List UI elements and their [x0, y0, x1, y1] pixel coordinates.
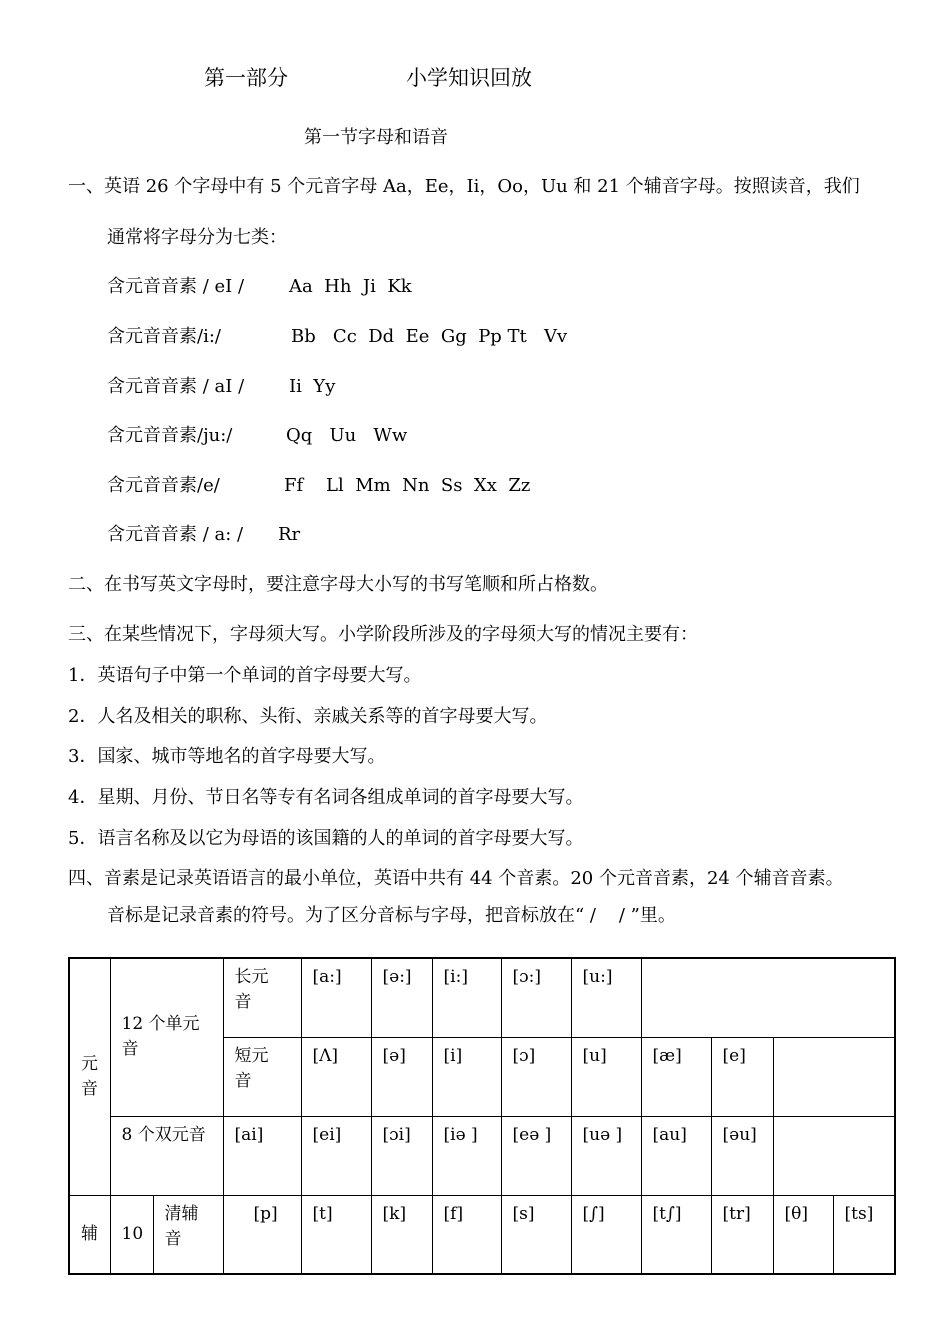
- vowel-group-label: 含元音音素 / eI /: [107, 276, 245, 297]
- phonetic-cell: [θ]: [773, 1195, 833, 1274]
- consonant-row: [69, 1195, 895, 1274]
- phonetic-cell: [∫]: [571, 1195, 641, 1274]
- phonetic-cell: [uə ]: [571, 1116, 641, 1195]
- consonant-count: 10: [110, 1195, 153, 1274]
- vowel-group-label: 含元音音素/ju:/: [107, 425, 233, 446]
- phonetic-cell: [iə ]: [432, 1116, 501, 1195]
- phonetic-cell: [f]: [432, 1195, 501, 1274]
- rule-item: 4．星期、月份、节日名等专有名词各组成单词的首字母要大写。: [68, 787, 584, 808]
- single-vowel-label: 12 个单元音: [110, 958, 223, 1116]
- para1-line1: 一、英语 26 个字母中有 5 个元音字母 Aa，Ee，Ii，Oo，Uu 和 21 个辅音字母。按照读音，我们: [68, 176, 860, 197]
- phonetic-cell: [p]: [223, 1195, 301, 1274]
- vowel-group-label: 含元音音素/i:/: [107, 326, 221, 347]
- phonetic-table: [68, 957, 896, 1275]
- voiceless-label: 清辅音: [153, 1195, 223, 1274]
- empty-cell: [641, 958, 895, 1037]
- phonetic-cell: [e]: [711, 1037, 773, 1116]
- rule-item: 2．人名及相关的职称、头衔、亲戚关系等的首字母要大写。: [68, 706, 548, 727]
- vowel-label: 元音: [69, 958, 110, 1195]
- rule-item: 5．语言名称及以它为母语的该国籍的人的单词的首字母要大写。: [68, 828, 584, 849]
- double-vowel-row: [69, 1116, 895, 1195]
- phonetic-cell: [k]: [371, 1195, 432, 1274]
- vowel-group-letters: Aa Hh Ji Kk: [289, 276, 412, 297]
- vowel-group-letters: Rr: [278, 524, 301, 545]
- empty-cell: [773, 1037, 895, 1116]
- short-vowel-label: 短元音: [223, 1037, 301, 1116]
- vowel-group-label: 含元音音素/e/: [107, 475, 220, 496]
- phonetic-cell: [ə]: [371, 1037, 432, 1116]
- phonetic-cell: [i:]: [432, 958, 501, 1037]
- section-title: 第一节字母和语音: [304, 127, 448, 148]
- para1-line2: 通常将字母分为七类：: [107, 227, 287, 248]
- rule-item: 1．英语句子中第一个单词的首字母要大写。: [68, 665, 422, 686]
- phonetic-cell: [ei]: [301, 1116, 371, 1195]
- long-vowel-label: 长元音: [223, 958, 301, 1037]
- phonetic-cell: [Λ]: [301, 1037, 371, 1116]
- part-topic: 小学知识回放: [406, 66, 532, 90]
- phonetic-cell: [au]: [641, 1116, 711, 1195]
- para4-line2: 音标是记录音素的符号。为了区分音标与字母，把音标放在“ / / ”里。: [107, 905, 676, 926]
- phonetic-cell: [t]: [301, 1195, 371, 1274]
- phonetic-cell: [ai]: [223, 1116, 301, 1195]
- vowel-group-letters: Ff Ll Mm Nn Ss Xx Zz: [284, 475, 531, 496]
- phonetic-cell: [ə:]: [371, 958, 432, 1037]
- phonetic-cell: [u:]: [571, 958, 641, 1037]
- phonetic-cell: [tr]: [711, 1195, 773, 1274]
- empty-cell: [773, 1116, 895, 1195]
- vowel-group-label: 含元音音素 / aI /: [107, 376, 245, 397]
- double-vowel-label: 8 个双元音: [110, 1116, 223, 1195]
- phonetic-cell: [s]: [501, 1195, 571, 1274]
- long-vowel-row: [69, 958, 895, 1037]
- phonetic-cell: [a:]: [301, 958, 371, 1037]
- phonetic-cell: [i]: [432, 1037, 501, 1116]
- phonetic-cell: [ts]: [833, 1195, 895, 1274]
- consonant-label: 辅: [69, 1195, 110, 1274]
- phonetic-cell: [u]: [571, 1037, 641, 1116]
- phonetic-cell: [ɔ:]: [501, 958, 571, 1037]
- phonetic-cell: [ɔ]: [501, 1037, 571, 1116]
- rule-item: 3．国家、城市等地名的首字母要大写。: [68, 746, 386, 767]
- para3: 三、在某些情况下，字母须大写。小学阶段所涉及的字母须大写的情况主要有：: [68, 624, 698, 645]
- phonetic-cell: [ɔi]: [371, 1116, 432, 1195]
- vowel-group-letters: Ii Yy: [289, 376, 336, 397]
- para2: 二、在书写英文字母时，要注意字母大小写的书写笔顺和所占格数。: [68, 574, 608, 595]
- para4-line1: 四、音素是记录英语语言的最小单位，英语中共有 44 个音素。20 个元音音素，24 个辅音音素。: [68, 868, 844, 889]
- phonetic-cell: [əu]: [711, 1116, 773, 1195]
- phonetic-cell: [æ]: [641, 1037, 711, 1116]
- part-heading: 第一部分: [204, 66, 288, 90]
- phonetic-cell: [t∫]: [641, 1195, 711, 1274]
- vowel-group-letters: Qq Uu Ww: [286, 425, 408, 446]
- vowel-group-letters: Bb Cc Dd Ee Gg Pp Tt Vv: [291, 326, 568, 347]
- vowel-group-label: 含元音音素 / a: /: [107, 524, 244, 545]
- phonetic-cell: [eə ]: [501, 1116, 571, 1195]
